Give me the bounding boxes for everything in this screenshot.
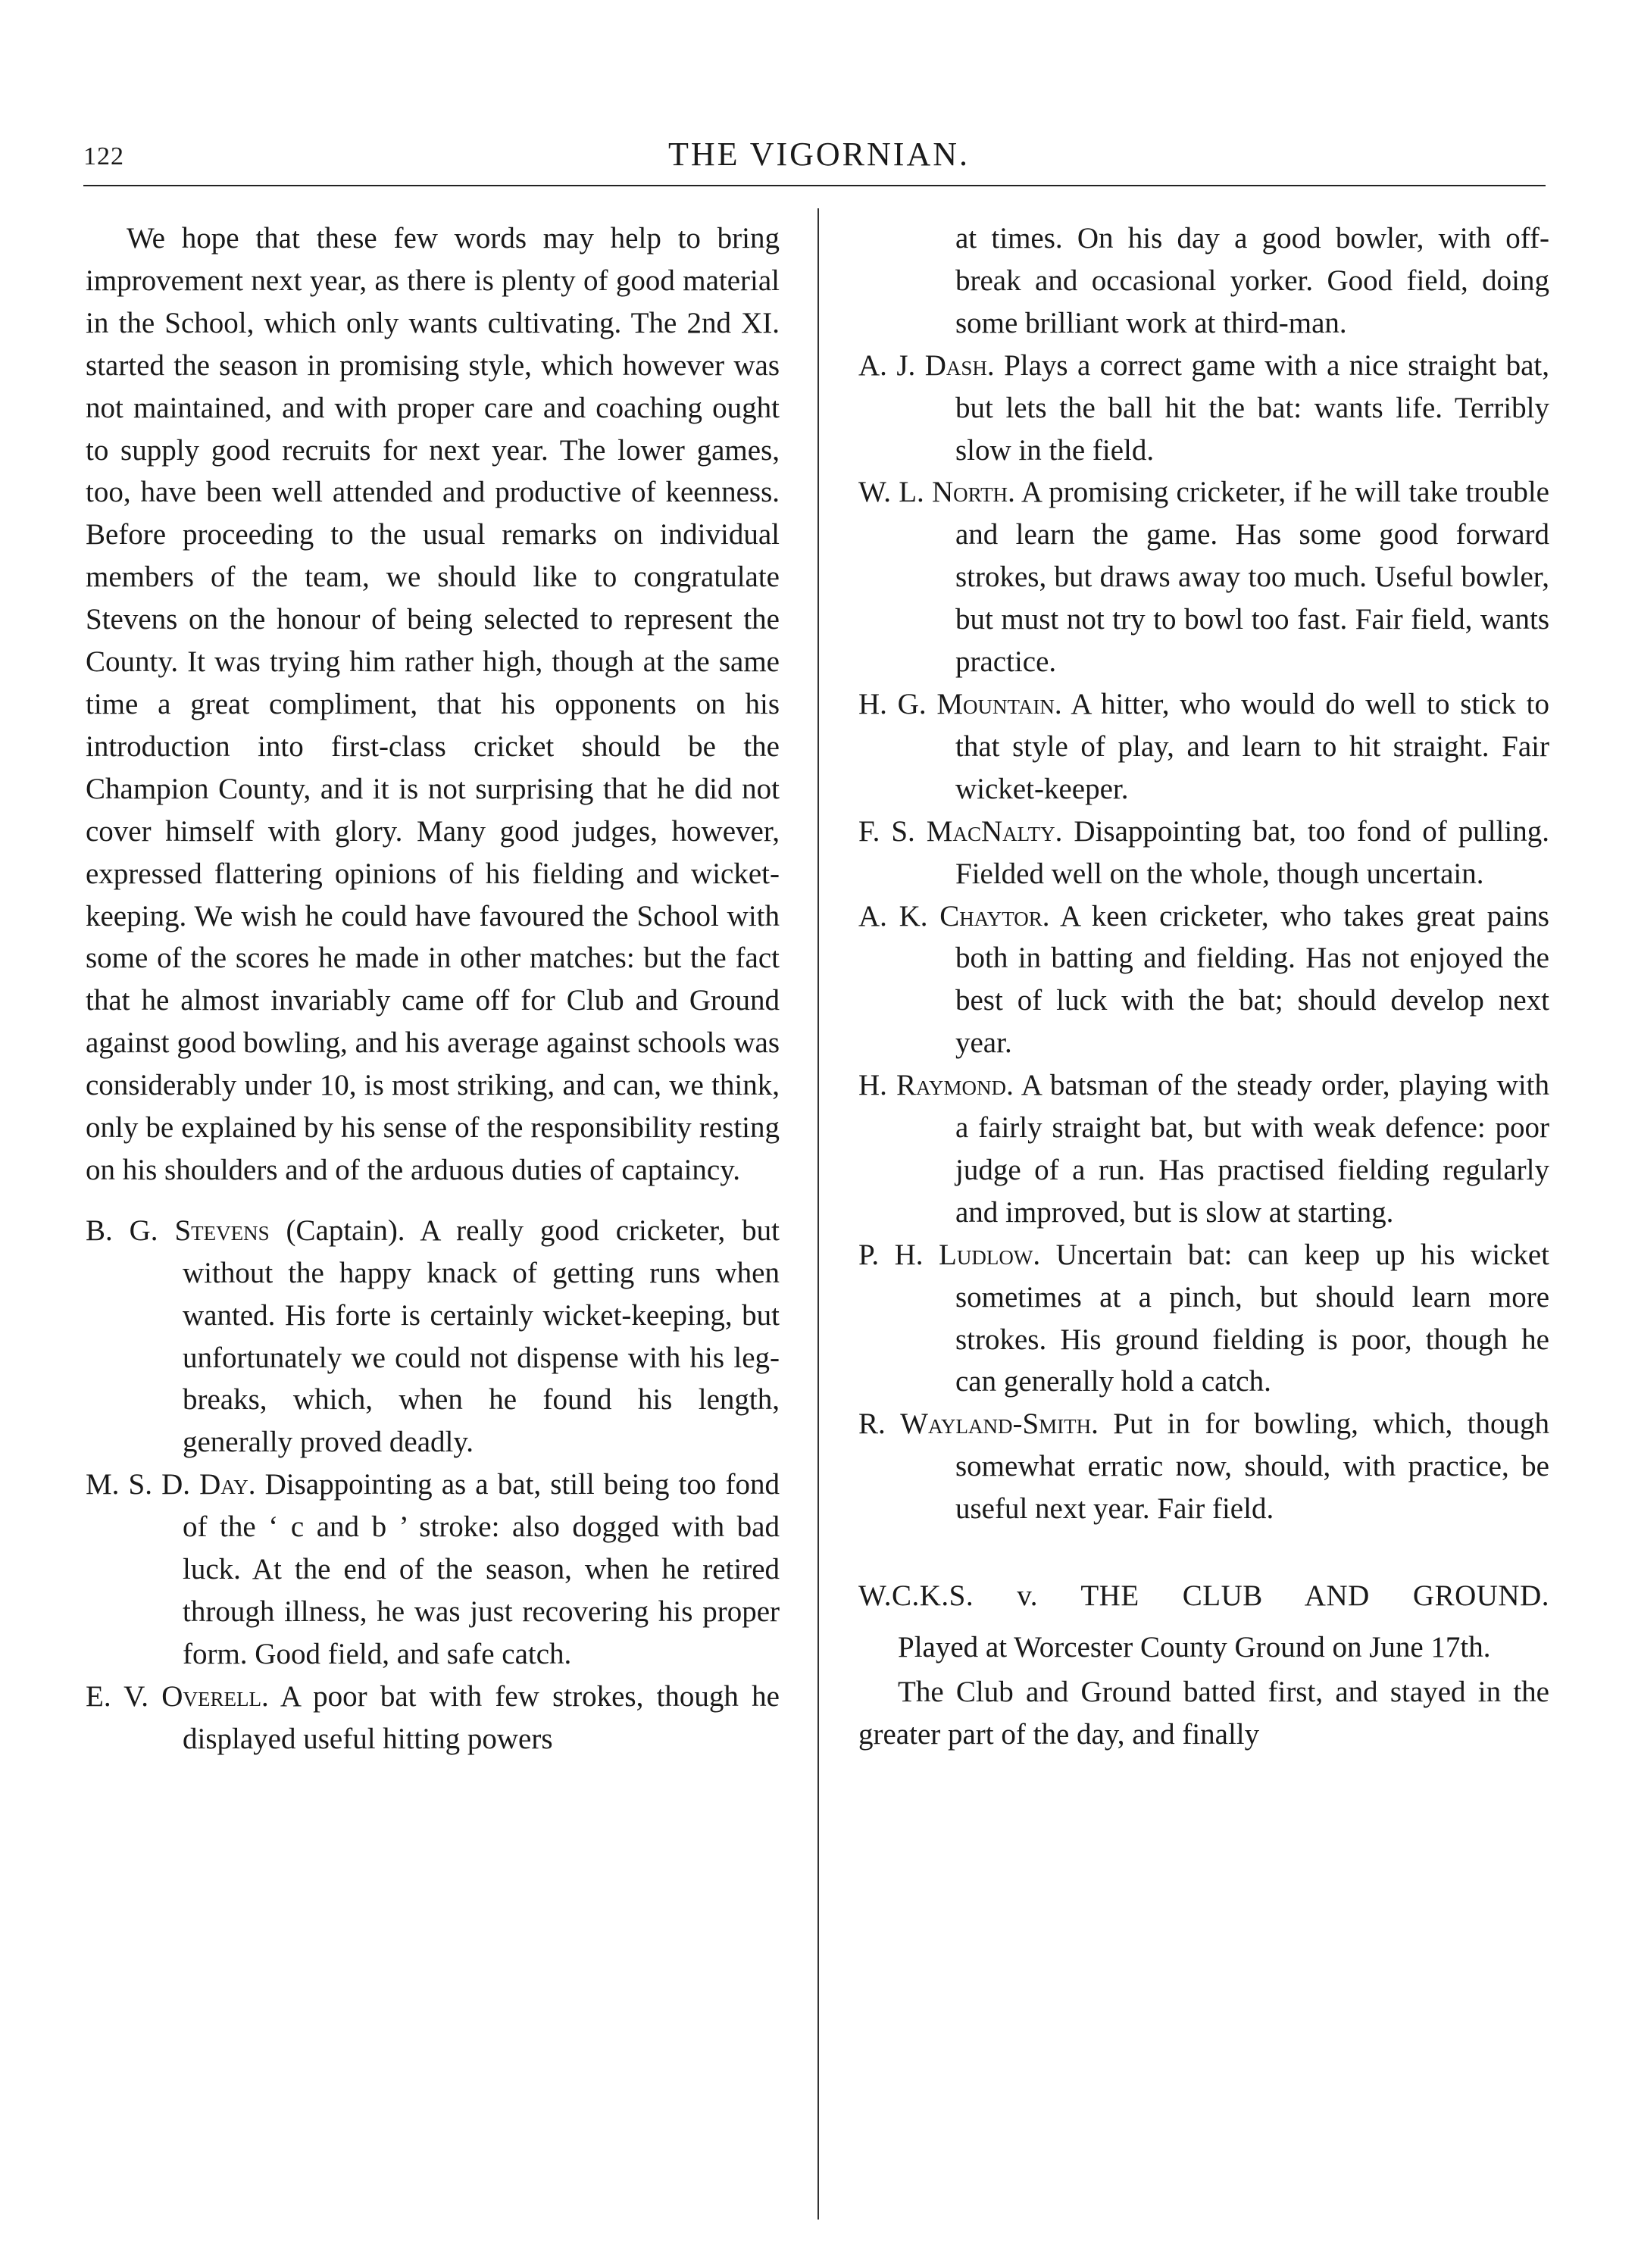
player-remarks: . Put in for bowling, which, though somewhat erratic now, should, with practice, be useful next year. Fair field. (955, 1407, 1549, 1526)
player-entry-macnalty (858, 811, 1549, 895)
overell-continuation: at times. On his day a good bowler, with off-break and occasional yorker. Good field, doing some brilliant work at third-man. (955, 222, 1549, 339)
player-surname: Chaytor (939, 899, 1043, 933)
player-entry-ludlow (858, 1234, 1549, 1404)
player-surname: Stevens (174, 1214, 270, 1247)
header-rule (83, 185, 1546, 186)
player-remarks: . Uncertain bat: can keep up his wicket sometimes at a pinch, but should learn more strokes. His ground fielding is poor, though he can generally hold a catch. (955, 1238, 1549, 1398)
intro-paragraph: We hope that these few words may help to bring improvement next year, as there is plenty of good material in the School, which only wants cultivating. The 2nd XI. started the season in promising style, which however was not maintained, and with proper care and coaching ought to supply good recruits for next year. The lower games, too, have been well attended and productive of keenness. Before proceeding to the usual remarks on individual members of the team, we should like to congratulate Stevens on the honour of being selected to represent the County. It was trying him rather high, though at the same time a great compliment, that his opponents on his introduction into first-class cricket should be the Champion County, and it is not surprising that he did not cover himself with glory. Many good judges, however, expressed flattering opinions of his fielding and wicket-keeping. We wish he could have favoured the School with some of the scores he made in other matches: but the fact that he almost invariably came off for Club and Ground against good bowling, and his average against schools was considerably under 10, is most striking, and can, we think, only be explained by his sense of the responsibility resting on his shoulders and of the arduous duties of captaincy. (86, 222, 780, 1186)
player-initials: W. L. (858, 476, 933, 509)
player-entry-day (86, 1464, 780, 1676)
running-title: THE VIGORNIAN. (667, 136, 971, 173)
player-remarks: . Disappointing bat, too fond of pulling. Fielded well on the whole, though uncertain. (955, 814, 1549, 890)
player-remarks: . Plays a correct game with a nice straight bat, but lets the ball hit the bat: wants life. Terribly slow in the field. (955, 348, 1549, 467)
left-column (86, 217, 780, 1760)
player-remarks: (Captain). A really good cricketer, but without the happy knack of getting runs when wanted. His forte is certainly wicket-keeping, but unfortunately we could not dispense with his leg-breaks, which, when he found his length, generally proved deadly. (183, 1214, 780, 1459)
player-surname: Raymond (896, 1069, 1007, 1102)
player-surname: MacNalty (926, 814, 1055, 848)
page-number: 122 (83, 142, 124, 170)
player-surname: North (932, 476, 1008, 509)
player-remarks: . A poor bat with few strokes, though he displayed useful hitting powers (183, 1679, 780, 1755)
player-entry-stevens (86, 1210, 780, 1464)
player-initials: R. (858, 1407, 901, 1441)
player-entry-overell (86, 1676, 780, 1760)
player-initials: B. G. (86, 1214, 175, 1247)
right-column (858, 217, 1549, 1756)
player-remarks: . A promising cricketer, if he will take trouble and learn the game. Has some good forward strokes, but draws away too much. Useful bowler, but must not try to bowl too fast. Fair field, wants practice. (955, 476, 1549, 679)
player-initials: H. G. (858, 687, 937, 720)
player-surname: Day (199, 1468, 249, 1501)
player-remarks: . A batsman of the steady order, playing with a fairly straight bat, but with weak defence: poor judge of a run. Has practised fielding regularly and improved, but is slow at starting. (955, 1069, 1549, 1229)
player-initials: P. H. (858, 1238, 939, 1271)
player-initials: F. S. (858, 814, 927, 848)
player-initials: A. K. (858, 899, 940, 933)
player-surname: Ludlow (939, 1238, 1033, 1271)
player-entry-dash (858, 345, 1549, 472)
player-remarks: . A hitter, who would do well to stick to that style of play, and learn to hit straight. Fair wicket-keeper. (955, 687, 1549, 805)
player-entry-chaytor (858, 895, 1549, 1065)
player-entry-wayland-smith (858, 1403, 1549, 1530)
player-initials: M. S. D. (86, 1468, 200, 1501)
player-remarks: . Disappointing as a bat, still being too fond of the ‘ c and b ’ stroke: also dogged with bad luck. At the end of the season, when he retired through illness, he was just recovering his proper form. Good field, and safe catch. (183, 1468, 780, 1670)
column-divider (817, 208, 819, 2220)
player-entry-raymond (858, 1064, 1549, 1234)
player-surname: Dash (924, 348, 987, 382)
player-surname: Wayland-Smith (900, 1407, 1092, 1441)
match-report: The Club and Ground batted first, and stayed in the greater part of the day, and finally (858, 1675, 1549, 1751)
player-initials: A. J. (858, 348, 925, 382)
player-initials: H. (858, 1069, 897, 1102)
match-venue: Played at Worcester County Ground on June 17th. (898, 1631, 1491, 1664)
player-entry-north (858, 471, 1549, 683)
player-remarks: . A keen cricketer, who takes great pains both in batting and fielding. Has not enjoyed the best of luck with the bat; should develop next year. (955, 899, 1549, 1060)
match-heading: W.C.K.S. v. THE CLUB AND GROUND. (858, 1579, 1549, 1613)
player-entry-mountain (858, 683, 1549, 811)
player-surname: Mountain (936, 687, 1055, 720)
player-initials: E. V. (86, 1679, 162, 1713)
player-surname: Overell (161, 1679, 261, 1713)
